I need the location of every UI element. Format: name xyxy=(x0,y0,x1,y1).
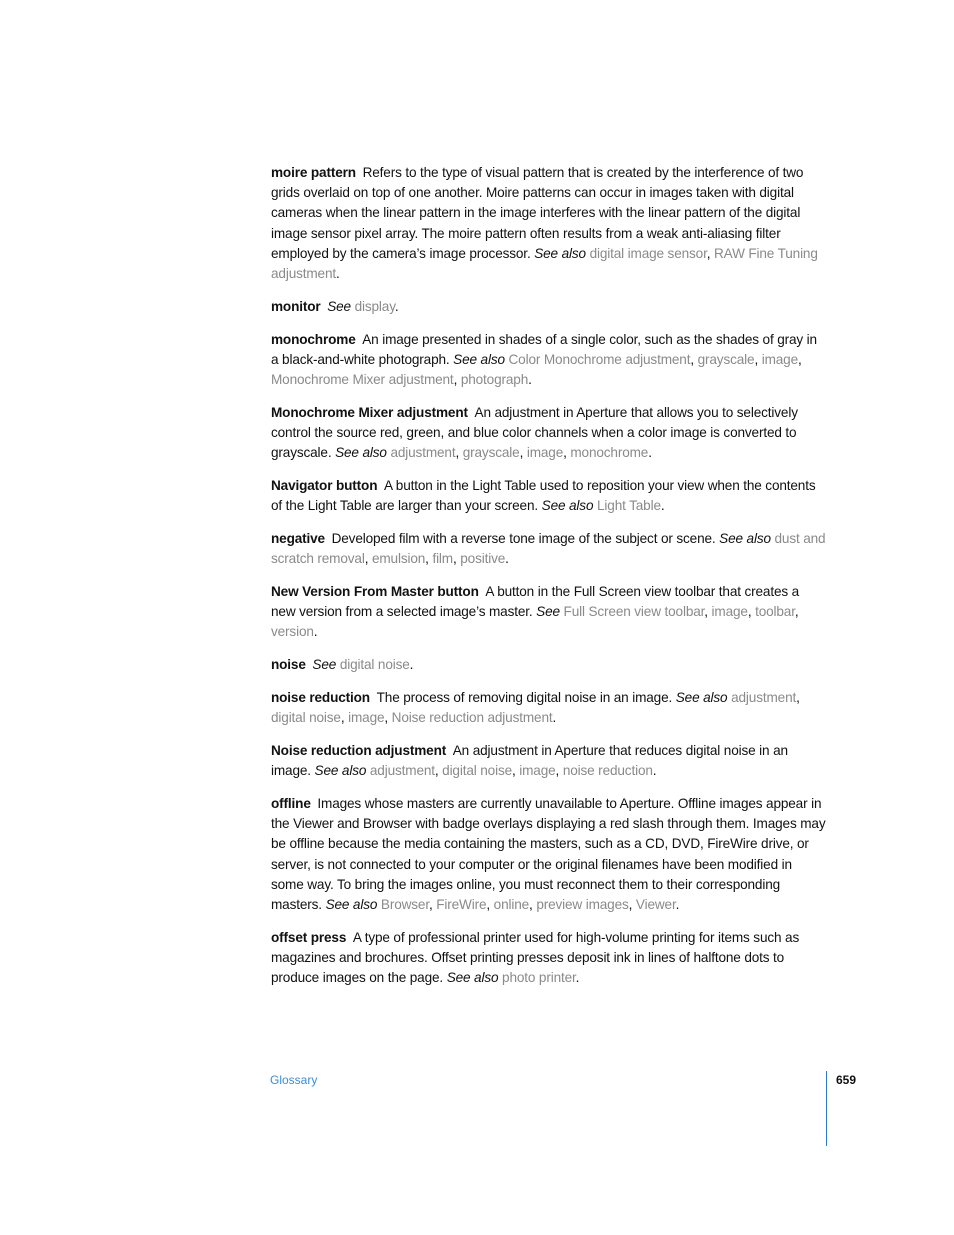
glossary-entry: New Version From Master button A button in the Full Screen view toolbar that creates a new version from a selected image’s master. See Full Screen view toolbar, image, toolbar, version. xyxy=(271,584,800,640)
glossary-definition: An adjustment in Aperture that reduces digital noise in an image. xyxy=(271,743,788,779)
cross-reference-link[interactable]: digital noise xyxy=(271,710,341,726)
cross-reference-link[interactable]: version xyxy=(271,624,314,640)
cross-reference-link[interactable]: Browser xyxy=(380,897,429,913)
cross-reference-link[interactable]: adjustment xyxy=(369,763,435,779)
glossary-definition: An adjustment in Aperture that allows you to selectively control the source red, green, and blue color channels when a color image is converted to grayscale. xyxy=(271,404,798,461)
page-number: 659 xyxy=(836,1073,857,1087)
see-also-label: See xyxy=(327,298,351,314)
cross-reference-link[interactable]: grayscale xyxy=(462,445,520,461)
glossary-definition: A button in the Full Screen view toolbar that creates a new version from a selected image’s master. xyxy=(271,584,800,620)
cross-reference-link[interactable]: image xyxy=(519,763,556,779)
glossary-entry: monitor See display. xyxy=(271,298,399,314)
glossary-term: monitor xyxy=(271,298,321,314)
cross-reference-link[interactable]: dust and scratch removal xyxy=(271,531,826,567)
glossary-definition: An image presented in shades of a single color, such as the shades of gray in a black-and-white photograph. xyxy=(271,331,817,367)
see-also-label: See also xyxy=(453,351,505,367)
glossary-term: negative xyxy=(271,531,325,547)
glossary-entry: Monochrome Mixer adjustment An adjustment in Aperture that allows you to selectively control the source red, green, and blue color channels when a color image is converted to grayscale. See also adjustment, grayscale, image, monochrome. xyxy=(271,404,798,461)
glossary-definition: Developed film with a reverse tone image of the subject or scene. xyxy=(331,531,716,547)
cross-reference-link[interactable]: RAW Fine Tuning adjustment xyxy=(271,245,818,282)
see-also-label: See xyxy=(536,604,560,620)
glossary-entry: offset press A type of professional printer used for high-volume printing for items such as magazines and brochures. Offset printing presses deposit ink in lines of halftone dots to produce images on the page. See also photo printer. xyxy=(271,929,800,986)
glossary-definition: The process of removing digital noise in an image. xyxy=(376,690,673,706)
glossary-definition: Refers to the type of visual pattern that is created by the interference of two grids overlaid on top of one another. Moire patterns can occur in images taken with digital cameras when the linear pattern in the image interferes with the linear pattern of the digital image sensor pixel array. The moire pattern often results from a weak anti-aliasing filter employed by the camera’s image processor. xyxy=(271,165,804,261)
see-also-label: See also xyxy=(534,245,586,261)
see-also-label: See xyxy=(312,657,337,673)
glossary-definition: A button in the Light Table used to reposition your view when the contents of the Light Table are larger than your screen. xyxy=(271,478,816,514)
see-also-label: See also xyxy=(335,445,387,461)
footer-divider xyxy=(826,1071,827,1146)
cross-reference-link[interactable]: online xyxy=(493,897,530,913)
cross-reference-link[interactable]: adjustment xyxy=(731,690,797,706)
cross-reference-link[interactable]: monochrome xyxy=(570,445,649,461)
cross-reference-link[interactable]: Full Screen view toolbar xyxy=(563,604,705,620)
glossary-term: New Version From Master button xyxy=(271,584,479,600)
glossary-entry: noise reduction The process of removing digital noise in an image. See also adjustment, digital noise, image, Noise reduction adjustment. xyxy=(271,690,800,726)
cross-reference-link[interactable]: digital noise xyxy=(339,657,410,673)
cross-reference-link[interactable]: image xyxy=(526,445,564,461)
see-also-label: See also xyxy=(719,531,771,547)
glossary-term: Navigator button xyxy=(271,478,378,494)
glossary-entry: moire pattern Refers to the type of visual pattern that is created by the interference of two grids overlaid on top of one another. Moire patterns can occur in images taken with digital cameras when the linear pattern in the image interferes with the linear pattern of the digital image sensor pixel array. The moire pattern often results from a weak anti-aliasing filter employed by the camera’s image processor. See also digital image sensor, RAW Fine Tuning adjustment. xyxy=(271,165,818,282)
cross-reference-link[interactable]: Viewer xyxy=(635,897,676,913)
glossary-entry: noise See digital noise. xyxy=(271,657,414,673)
see-also-label: See also xyxy=(541,498,594,514)
cross-reference-link[interactable]: Noise reduction adjustment xyxy=(391,710,553,726)
see-also-label: See also xyxy=(675,690,728,706)
cross-reference-link[interactable]: image xyxy=(761,351,798,367)
glossary-term: offline xyxy=(271,796,311,812)
see-also-label: See also xyxy=(446,970,499,986)
cross-reference-link[interactable]: photo printer xyxy=(502,970,576,986)
glossary-term: Noise reduction adjustment xyxy=(271,743,447,759)
cross-reference-link[interactable]: film xyxy=(432,551,453,567)
cross-reference-link[interactable]: image xyxy=(711,604,748,620)
glossary-term: Monochrome Mixer adjustment xyxy=(271,404,468,420)
cross-reference-link[interactable]: Light Table xyxy=(597,498,661,514)
cross-reference-link[interactable]: digital image sensor xyxy=(589,245,707,261)
cross-reference-link[interactable]: preview images xyxy=(536,897,629,913)
cross-reference-link[interactable]: digital noise xyxy=(442,763,512,779)
glossary-term: moire pattern xyxy=(271,165,356,180)
glossary-term: offset press xyxy=(271,929,347,945)
glossary-term: noise xyxy=(271,657,306,673)
see-also-label: See also xyxy=(325,897,378,913)
cross-reference-link[interactable]: image xyxy=(348,710,385,726)
cross-reference-link[interactable]: noise reduction xyxy=(562,763,653,779)
glossary-entry: negative Developed film with a reverse tone image of the subject or scene. See also dust and scratch removal, emulsion, film, positive. xyxy=(271,531,826,567)
footer-section-link[interactable]: Glossary xyxy=(270,1073,318,1087)
glossary-entry: monochrome An image presented in shades of a single color, such as the shades of gray in a black-and-white photograph. See also Color Monochrome adjustment, grayscale, image, Monochrome Mixer adjustment, photograph. xyxy=(271,331,817,388)
glossary-definition: A type of professional printer used for high-volume printing for items such as magazines and brochures. Offset printing presses deposit ink in lines of halftone dots to produce images on the page. xyxy=(271,929,800,986)
see-also-label: See also xyxy=(314,763,367,779)
glossary-entry: Noise reduction adjustment An adjustment in Aperture that reduces digital noise in an image. See also adjustment, digital noise, image, noise reduction. xyxy=(271,743,788,779)
cross-reference-link[interactable]: grayscale xyxy=(697,351,755,367)
cross-reference-link[interactable]: photograph xyxy=(460,372,529,388)
cross-reference-link[interactable]: Monochrome Mixer adjustment xyxy=(271,372,454,388)
cross-reference-link[interactable]: Color Monochrome adjustment xyxy=(508,351,691,367)
cross-reference-link[interactable]: adjustment xyxy=(390,445,456,461)
cross-reference-link[interactable]: emulsion xyxy=(371,551,426,567)
glossary-entry: Navigator button A button in the Light Table used to reposition your view when the contents of the Light Table are larger than your screen. See also Light Table. xyxy=(271,478,816,514)
glossary-term: monochrome xyxy=(271,331,356,347)
cross-reference-link[interactable]: positive xyxy=(460,551,506,567)
glossary-entries xyxy=(271,163,827,1001)
glossary-entry: offline Images whose masters are currently unavailable to Aperture. Offline images appear in the Viewer and Browser with badge overlays displaying a red slash through them. Images may be offline because the media containing the masters, such as a CD, DVD, FireWire drive, or server, is not connected to your computer or the original filenames have been modified in some way. To bring the images online, you must reconnect them to their corresponding masters. See also Browser, FireWire, online, preview images, Viewer. xyxy=(271,796,826,913)
glossary-term: noise reduction xyxy=(271,690,370,706)
cross-reference-link[interactable]: FireWire xyxy=(436,897,487,913)
cross-reference-link[interactable]: toolbar xyxy=(755,604,795,620)
glossary-definition: Images whose masters are currently unavailable to Aperture. Offline images appear in the Viewer and Browser with badge overlays displaying a red slash through them. Images may be offline because the media containing the masters, such as a CD, DVD, FireWire drive, or server, is not connected to your computer or the original filenames have been modified in some way. To bring the images online, you must reconnect them to their corresponding masters. xyxy=(271,796,826,913)
cross-reference-link[interactable]: display xyxy=(354,298,395,314)
